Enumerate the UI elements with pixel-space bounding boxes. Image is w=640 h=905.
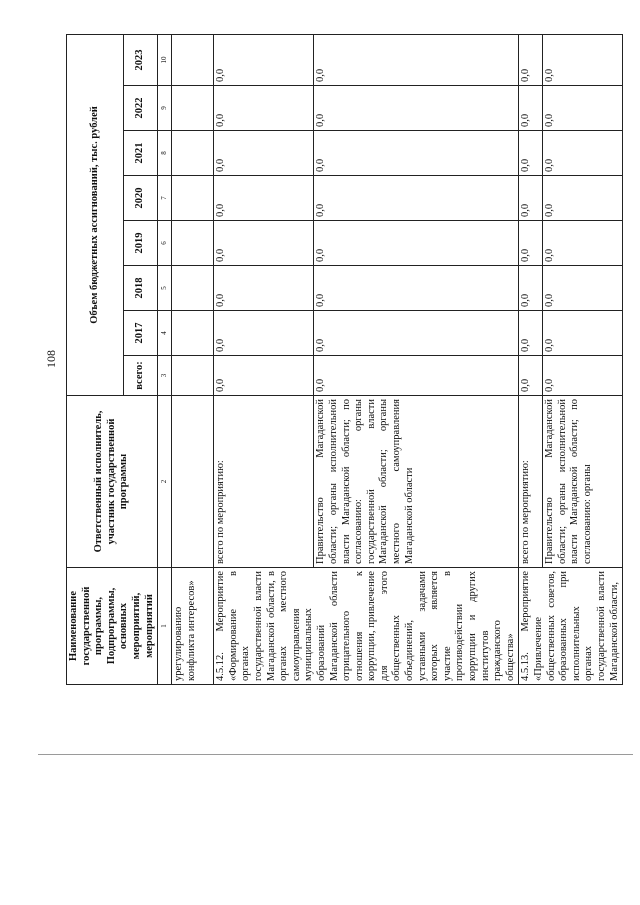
value-cell	[172, 311, 214, 356]
col-number: 2	[158, 396, 172, 568]
value-cell: 0,0	[543, 356, 623, 396]
executor-total-label: всего по мероприятию:	[519, 396, 543, 568]
value-cell: 0,0	[314, 221, 519, 266]
value-cell: 0,0	[214, 176, 314, 221]
value-cell: 0,0	[214, 266, 314, 311]
header-year: 2019	[124, 221, 158, 266]
rotated-table-container	[66, 35, 636, 685]
table-row	[214, 34, 314, 684]
value-cell: 0,0	[519, 176, 543, 221]
header-year: 2020	[124, 176, 158, 221]
value-cell: 0,0	[214, 86, 314, 131]
header-year: 2023	[124, 34, 158, 85]
value-cell	[172, 131, 214, 176]
page-divider	[38, 754, 633, 755]
page-number: 108	[43, 350, 58, 368]
header-name: Наименование государственной программы, Подпрограммы, основных мероприятий, мероприятий	[67, 568, 158, 685]
col-number: 1	[158, 568, 172, 685]
value-cell: 0,0	[543, 86, 623, 131]
value-cell: 0,0	[543, 176, 623, 221]
table-row	[172, 34, 214, 684]
value-cell: 0,0	[519, 34, 543, 85]
value-cell: 0,0	[314, 311, 519, 356]
value-cell: 0,0	[314, 131, 519, 176]
col-number: 6	[158, 221, 172, 266]
value-cell	[172, 86, 214, 131]
value-cell: 0,0	[519, 131, 543, 176]
value-cell: 0,0	[519, 266, 543, 311]
value-cell: 0,0	[314, 356, 519, 396]
value-cell: 0,0	[214, 356, 314, 396]
header-total: всего:	[124, 356, 158, 396]
value-cell: 0,0	[214, 131, 314, 176]
value-cell: 0,0	[314, 34, 519, 85]
value-cell: 0,0	[543, 266, 623, 311]
executor-total-label: всего по мероприятию:	[214, 396, 314, 568]
table-row	[519, 34, 543, 684]
value-cell	[172, 34, 214, 85]
executor-cell: Правительство Магаданской области; органы исполнительной власти Магаданской области; по согласованию: органы государственной власти Магаданской области; органы местного самоуправления Магаданской области	[314, 396, 519, 568]
measure-name: 4.5.13. Мероприятие «Привлечение общественных советов, образованных при исполнительных органах государственной власти Магаданской области,	[519, 568, 623, 685]
value-cell: 0,0	[543, 131, 623, 176]
value-cell: 0,0	[543, 34, 623, 85]
value-cell: 0,0	[519, 356, 543, 396]
header-year: 2017	[124, 311, 158, 356]
col-number: 3	[158, 356, 172, 396]
value-cell: 0,0	[314, 86, 519, 131]
col-number: 8	[158, 131, 172, 176]
header-year: 2022	[124, 86, 158, 131]
col-number: 5	[158, 266, 172, 311]
value-cell: 0,0	[519, 221, 543, 266]
executor-cell: Правительство Магаданской области; органы исполнительной власти Магаданской области; по согласованию: органы	[543, 396, 623, 568]
value-cell: 0,0	[543, 221, 623, 266]
col-number: 9	[158, 86, 172, 131]
executor-cell	[172, 396, 214, 568]
col-number: 4	[158, 311, 172, 356]
value-cell	[172, 176, 214, 221]
value-cell: 0,0	[543, 311, 623, 356]
value-cell	[172, 356, 214, 396]
header-year: 2018	[124, 266, 158, 311]
budget-table	[66, 34, 623, 685]
value-cell: 0,0	[214, 221, 314, 266]
value-cell: 0,0	[314, 266, 519, 311]
header-year: 2021	[124, 131, 158, 176]
measure-name: урегулированию конфликта интересов»	[172, 568, 214, 685]
value-cell: 0,0	[214, 34, 314, 85]
col-number: 7	[158, 176, 172, 221]
value-cell	[172, 266, 214, 311]
measure-name: 4.5.12. Мероприятие «Формирование в органах государственной власти Магаданской области, в органах местного самоуправления муниципальных образований Магаданской области отрицательного отношения к коррупции, привлечение для этого общественных объединений, уставными задачами которых является участие в противодействии коррупции и других институтов гражданского общества»	[214, 568, 519, 685]
header-budget: Объем бюджетных ассигнований, тыс. рублей	[67, 34, 124, 395]
value-cell: 0,0	[214, 311, 314, 356]
col-number: 10	[158, 34, 172, 85]
value-cell: 0,0	[314, 176, 519, 221]
value-cell: 0,0	[519, 86, 543, 131]
value-cell	[172, 221, 214, 266]
value-cell: 0,0	[519, 311, 543, 356]
header-executor: Ответственный исполнитель, участник государственной программы	[67, 396, 158, 568]
